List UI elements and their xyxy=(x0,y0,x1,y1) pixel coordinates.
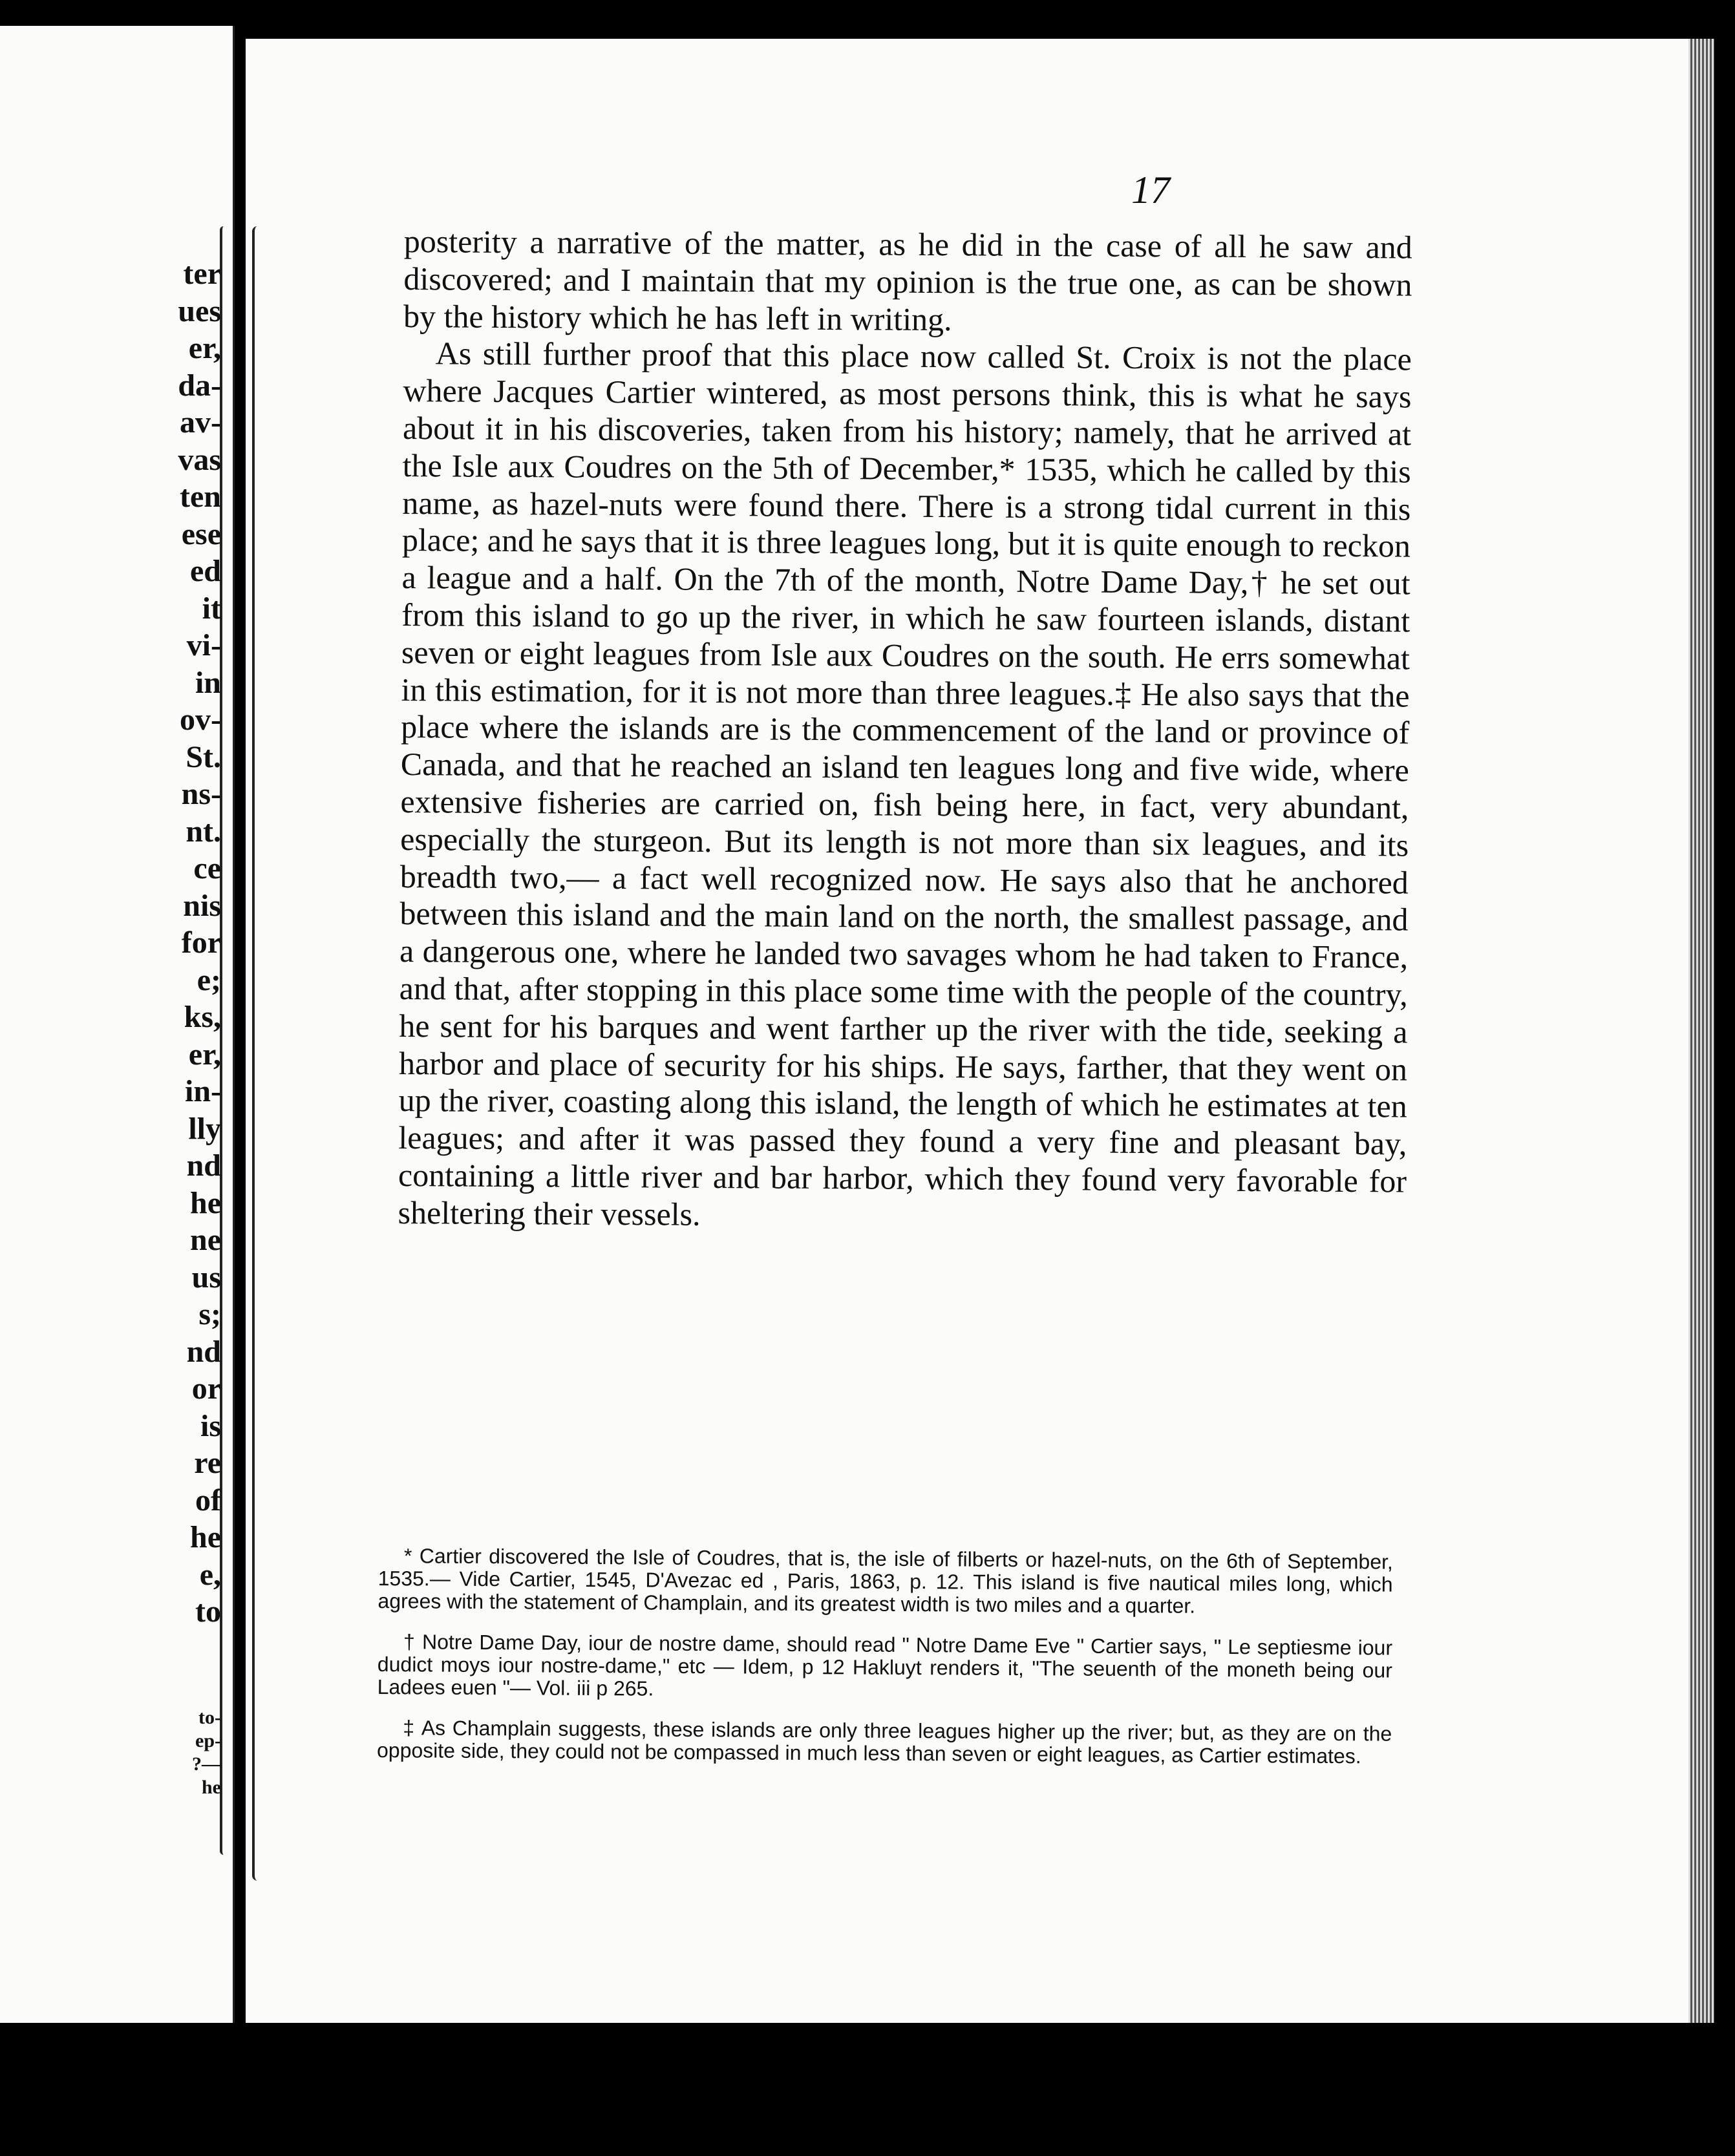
left-line-fragment: ov- xyxy=(180,703,221,737)
left-line-fragment: or xyxy=(191,1371,221,1406)
left-note-fragment: ?— xyxy=(192,1753,221,1775)
left-line-fragment: ne xyxy=(190,1223,221,1257)
gutter-binding xyxy=(252,226,265,1881)
left-line-fragment: lly xyxy=(188,1111,221,1146)
left-line-fragment: da- xyxy=(178,368,221,403)
left-line-fragment: e; xyxy=(197,962,221,997)
footnote-dagger: † Notre Dame Day, iour de nostre dame, should read " Notre Dame Eve " Cartier says, " Le septiesme iour dudict moys iour nostre-dame," etc — Idem, p 12 Hakluyt renders it, "The seuenth of the moneth being our Ladees euen "— Vol. iii p 265. xyxy=(377,1630,1393,1700)
footnote-double-dagger: ‡ As Champlain suggests, these islands are only three leagues higher up the river; but, as they are on the opposite side, they could not be compassed in much less than seven or eight leagues, as Cartier estimates. xyxy=(376,1716,1392,1768)
left-line-fragment: re xyxy=(194,1446,221,1480)
left-gutter-binding xyxy=(220,226,229,1855)
left-line-fragment: he xyxy=(190,1520,221,1554)
left-line-fragment: av- xyxy=(180,405,221,439)
left-line-fragment: St. xyxy=(186,739,221,774)
page-number: 17 xyxy=(1131,169,1170,211)
footnotes xyxy=(377,1545,1393,1786)
left-line-fragment: he xyxy=(190,1185,221,1220)
left-line-fragment: ks, xyxy=(184,1000,221,1034)
left-line-fragment: ed xyxy=(190,554,221,588)
left-page-line-endings xyxy=(124,255,221,1631)
left-page-note-endings xyxy=(169,1706,221,1799)
left-line-fragment: ter xyxy=(183,257,221,291)
left-line-fragment: in xyxy=(195,665,221,700)
left-line-fragment: vas xyxy=(178,442,221,477)
left-note-fragment: ep- xyxy=(195,1730,221,1751)
left-line-fragment: us xyxy=(191,1260,221,1295)
footnote-asterisk: * Cartier discovered the Isle of Coudres, that is, the isle of filberts or hazel-nuts, on the 6th of September, 1535.— Vide Cartier, 1545, D'Avezac ed , Paris, 1863, p. 12. This island is five nautical miles long, which agrees with the statement of Champlain, and its greatest width is two miles and a quarter. xyxy=(378,1544,1393,1618)
left-line-fragment: of xyxy=(195,1483,221,1517)
book-page xyxy=(246,39,1688,2023)
left-line-fragment: in- xyxy=(184,1074,221,1108)
left-line-fragment: vi- xyxy=(186,628,221,662)
left-page-fragment xyxy=(0,26,235,2023)
left-line-fragment: nd xyxy=(186,1148,221,1183)
paragraph-st-croix: As still further proof that this place now called St. Croix is not the place where Jacques Cartier wintered, as most persons think, this is what he says about it in his discoveries, taken from his history; namely, that he arrived at the Isle aux Coudres on the 5th of December,* 1535, which he called by this name, as hazel-nuts were found there. There is a strong tidal current in this place; and he says that it is three leagues long, but it is quite enough to reckon a league and a half. On the 7th of the month, Notre Dame Day,† he set out from this island to go up the river, in which he saw fourteen islands, distant seven or eight leagues from Isle aux Coudres on the south. He errs somewhat in this estimation, for it is not more than three leagues.‡ He also says that the place where the islands are is the commencement of the land or province of Canada, and that he reached an island ten leagues long and five wide, where extensive fisheries are carried on, fish being here, in fact, very abundant, especially the sturgeon. But its length is not more than six leagues, and its breadth two,— a fact well recognized now. He says also that he anchored between this island and the main land on the north, the smallest passage, and a dangerous one, where he landed two savages whom he had taken to France, and that, after stopping in this place some time with the people of the country, he sent for his barques and went farther up the river with the tide, seeking a harbor and place of security for his ships. He says, farther, that they went on up the river, coasting along this island, the length of which he estimates at ten leagues; and after it was passed they found a very fine and pleasant bay, containing a little river and bar harbor, which they found very favorable for sheltering their vessels. xyxy=(398,335,1412,1232)
left-note-fragment: to- xyxy=(198,1707,221,1728)
left-line-fragment: it xyxy=(202,591,221,626)
left-line-fragment: nt. xyxy=(186,814,221,849)
left-line-fragment: ten xyxy=(180,480,221,514)
page-stack-edge xyxy=(1688,39,1714,2023)
left-line-fragment: ns- xyxy=(181,777,221,811)
left-line-fragment: for xyxy=(181,925,221,960)
left-line-fragment: er, xyxy=(188,331,221,365)
left-line-fragment: is xyxy=(200,1408,221,1443)
left-line-fragment: nis xyxy=(183,888,221,923)
left-line-fragment: e, xyxy=(199,1557,221,1592)
left-line-fragment: nd xyxy=(186,1334,221,1369)
left-line-fragment: ce xyxy=(193,851,221,885)
left-line-fragment: ese xyxy=(181,516,221,551)
paragraph-continuation: posterity a narrative of the matter, as he did in the case of all he saw and discovered; and I maintain that my opinion is the true one, as can be shown by the history which he has left in writing. xyxy=(403,223,1412,337)
left-line-fragment: to xyxy=(195,1594,221,1629)
left-note-fragment: he xyxy=(202,1777,221,1798)
left-line-fragment: s; xyxy=(198,1297,221,1331)
left-line-fragment: er, xyxy=(188,1037,221,1072)
body-text xyxy=(398,223,1412,1238)
left-line-fragment: ues xyxy=(178,293,221,328)
